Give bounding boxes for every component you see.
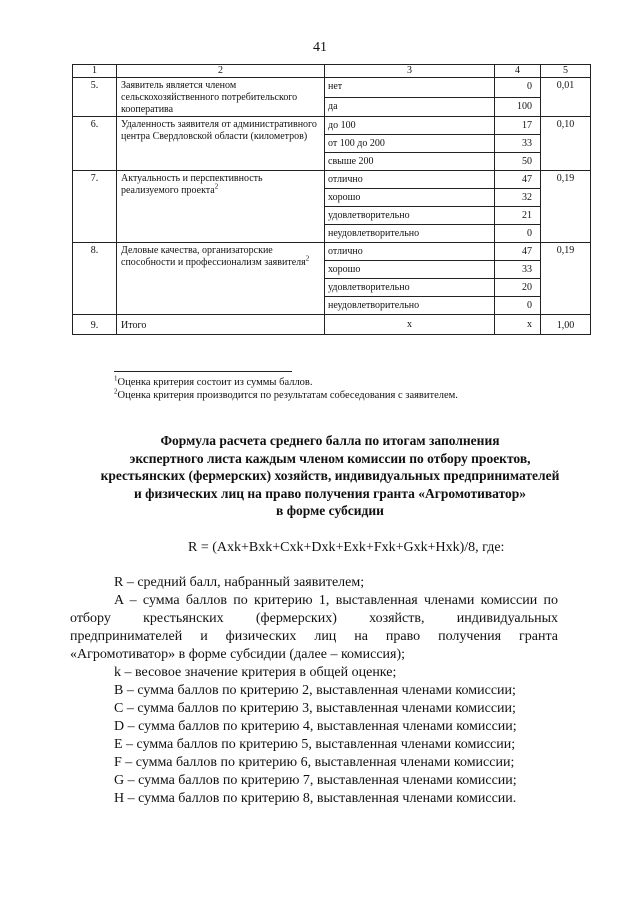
criterion-number: 8. — [73, 243, 117, 315]
option-score: 17 — [495, 117, 541, 135]
formula-title-line: и физических лиц на право получения гранта «Агромотиватор» — [133, 485, 527, 501]
footnote-ref: 2 — [214, 182, 219, 191]
option-label: отлично — [325, 243, 495, 261]
definition-item: E – сумма баллов по критерию 5, выставленная членами комиссии; — [114, 737, 516, 752]
option-score: 21 — [495, 207, 541, 225]
definition-item: G – сумма баллов по критерию 7, выставленная членами комиссии; — [114, 773, 517, 788]
formula-title — [70, 432, 590, 520]
footnote-ref: 2 — [305, 254, 310, 263]
definition-item: B – сумма баллов по критерию 2, выставленная членами комиссии; — [114, 683, 516, 698]
header-cell: 4 — [495, 65, 541, 78]
option-label: свыше 200 — [325, 153, 495, 171]
option-score: 0 — [495, 225, 541, 243]
total-label: Итого — [117, 315, 325, 335]
table-row — [73, 78, 591, 98]
total-col3: x — [325, 315, 495, 335]
footnote-text: Оценка критерия состоит из суммы баллов. — [117, 377, 313, 388]
option-score: 47 — [495, 171, 541, 189]
criterion-weight: 0,19 — [541, 243, 591, 315]
option-label: неудовлетворительно — [325, 225, 495, 243]
table-header-row — [73, 65, 591, 78]
criterion-name-text: Удаленность заявителя от административного центра Свердловской области (километров) — [121, 119, 317, 142]
option-score: 100 — [495, 97, 541, 117]
option-score: 50 — [495, 153, 541, 171]
footnote-marker: 1 — [114, 374, 118, 383]
total-number: 9. — [73, 315, 117, 335]
formula-title-line: в форме субсидии — [276, 503, 384, 518]
total-weight: 1,00 — [541, 315, 591, 335]
option-label: хорошо — [325, 189, 495, 207]
table-row — [73, 117, 591, 135]
criterion-weight: 0,19 — [541, 171, 591, 243]
criteria-table — [72, 64, 591, 335]
option-label: до 100 — [325, 117, 495, 135]
criterion-name — [117, 78, 325, 117]
criterion-number: 5. — [73, 78, 117, 117]
criterion-weight: 0,10 — [541, 117, 591, 171]
formula-title-line: крестьянских (фермерских) хозяйств, индивидуальных предпринимателей — [100, 468, 560, 483]
option-label: отлично — [325, 171, 495, 189]
footnote-1 — [114, 376, 313, 389]
option-score: 33 — [495, 261, 541, 279]
option-label: неудовлетворительно — [325, 297, 495, 315]
option-label: да — [325, 97, 495, 117]
header-cell: 3 — [325, 65, 495, 78]
option-score: 32 — [495, 189, 541, 207]
option-label: хорошо — [325, 261, 495, 279]
header-cell: 2 — [117, 65, 325, 78]
criterion-number: 7. — [73, 171, 117, 243]
option-score: 33 — [495, 135, 541, 153]
option-score: 0 — [495, 297, 541, 315]
criterion-name — [117, 243, 325, 315]
definition-item: k – весовое значение критерия в общей оценке; — [114, 665, 397, 680]
definition-item: D – сумма баллов по критерию 4, выставленная членами комиссии; — [114, 719, 517, 734]
criterion-number: 6. — [73, 117, 117, 171]
criterion-name-text: Деловые качества, организаторские способности и профессионализм заявителя — [121, 245, 306, 268]
total-col4: x — [495, 315, 541, 335]
option-label: нет — [325, 78, 495, 98]
header-cell: 1 — [73, 65, 117, 78]
option-label: от 100 до 200 — [325, 135, 495, 153]
table-total-row — [73, 315, 591, 335]
definitions — [70, 574, 558, 808]
option-label: удовлетворительно — [325, 207, 495, 225]
header-cell: 5 — [541, 65, 591, 78]
option-score: 47 — [495, 243, 541, 261]
definition-item: F – сумма баллов по критерию 6, выставленная членами комиссии; — [114, 755, 515, 770]
criterion-name-text: Заявитель является членом сельскохозяйственного потребительского кооператива — [121, 80, 298, 115]
formula: R = (Axk+Bxk+Cxk+Dxk+Exk+Fxk+Gxk+Hxk)/8, где: — [188, 540, 505, 555]
option-label: удовлетворительно — [325, 279, 495, 297]
page-number: 41 — [313, 40, 327, 55]
definition-item: C – сумма баллов по критерию 3, выставленная членами комиссии; — [114, 701, 516, 716]
footnote-text: Оценка критерия производится по результатам собеседования с заявителем. — [117, 390, 458, 401]
table-row — [73, 171, 591, 189]
definition-item: R – средний балл, набранный заявителем; — [114, 575, 365, 590]
footnote-divider — [114, 371, 292, 372]
definition-item: H – сумма баллов по критерию 8, выставленная членами комиссии. — [114, 791, 517, 806]
criterion-name-text: Актуальность и перспективность реализуемого проекта — [121, 173, 263, 196]
option-score: 0 — [495, 78, 541, 98]
criterion-name — [117, 117, 325, 171]
table-row — [73, 243, 591, 261]
formula-title-line: Формула расчета среднего балла по итогам заполнения — [160, 433, 500, 448]
option-score: 20 — [495, 279, 541, 297]
criterion-name — [117, 171, 325, 243]
formula-title-line: экспертного листа каждым членом комиссии по отбору проектов, — [129, 450, 531, 466]
footnote-marker: 2 — [114, 387, 118, 396]
criterion-weight: 0,01 — [541, 78, 591, 117]
definition-item: A – сумма баллов по критерию 1, выставленная членами комиссии по отбору крестьянских (фермерских) хозяйств, индивидуальных предпринимателей и физических лиц на право получения гранта «Агромотиватор» в форме субсидии (далее – комиссия); — [70, 593, 558, 662]
footnote-2 — [114, 389, 458, 402]
